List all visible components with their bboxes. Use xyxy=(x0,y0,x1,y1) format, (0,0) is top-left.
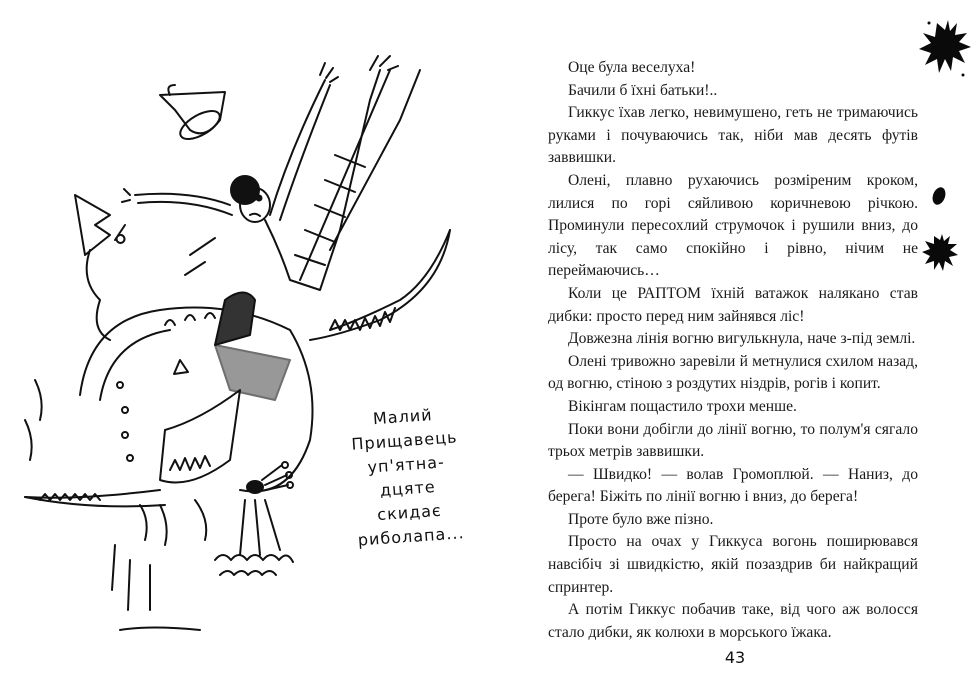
illustration-caption xyxy=(347,401,467,552)
caption-line: риболапа... xyxy=(357,523,466,550)
caption-line: Малий xyxy=(372,405,434,429)
ink-splat-icon xyxy=(915,15,975,85)
paragraph: Бачили б їхні батьки!.. xyxy=(568,81,718,99)
caption-line: уп'ятна- xyxy=(366,452,446,477)
right-page xyxy=(490,0,980,700)
paragraph: Довжезна лінія вогню вигулькнула, наче з-під землі. xyxy=(568,330,916,348)
dragon-sketch xyxy=(25,195,313,630)
paragraph: Олені, плавно рухаючись розміреним кроком, лилися по горі сяйливою коричневою річкою. Проминули пересохлий струмочок і рушили вниз, до лісу, так само спокійно і рівно, нічим не переймаючись… xyxy=(548,171,918,280)
paragraph: Коли це РАПТОМ їхній ватажок налякано став дибки: просто перед ним зайнявся ліс! xyxy=(548,284,918,325)
ink-splat-icon xyxy=(920,232,960,274)
ink-drop-icon xyxy=(930,185,948,207)
paragraph: Вікінгам пощастило трохи менше. xyxy=(568,397,797,415)
caption-line: Прищавець xyxy=(350,427,459,454)
paragraph: Оце була веселуха! xyxy=(568,59,696,76)
caption-line: скидає xyxy=(376,500,443,525)
paragraph: Просто на очах у Гиккуса вогонь поширювався навсібіч зі швидкістю, якій позаздрив би найкращий спринтер. xyxy=(548,533,918,596)
paragraph: Гиккус їхав легко, невимушено, геть не тримаючись руками і почуваючись так, ніби мав десять футів заввишки. xyxy=(548,104,918,167)
paragraph: А потім Гиккус побачив таке, від чого аж волосся стало дибки, як колюхи в морського їжака. xyxy=(548,601,918,641)
paragraph: — Швидко! — волав Громоплюй. — Наниз, до берега! Біжіть по лінії вогню і вниз, до берега! xyxy=(548,465,918,506)
helmet-sketch xyxy=(160,85,225,145)
paragraph: Олені тривожно заревіли й метнулися схилом назад, од вогню, стіною з роздутих ніздрів, рогів і копит. xyxy=(548,352,918,393)
page-number: 43 xyxy=(724,648,746,667)
caption-line: дцяте xyxy=(379,477,437,500)
body-text xyxy=(548,57,918,644)
boy-sketch xyxy=(122,56,420,290)
paragraph: Поки вони добігли до лінії вогню, то полум'я сягало трьох метрів заввишки. xyxy=(548,420,918,461)
paragraph: Проте було вже пізно. xyxy=(568,510,714,528)
